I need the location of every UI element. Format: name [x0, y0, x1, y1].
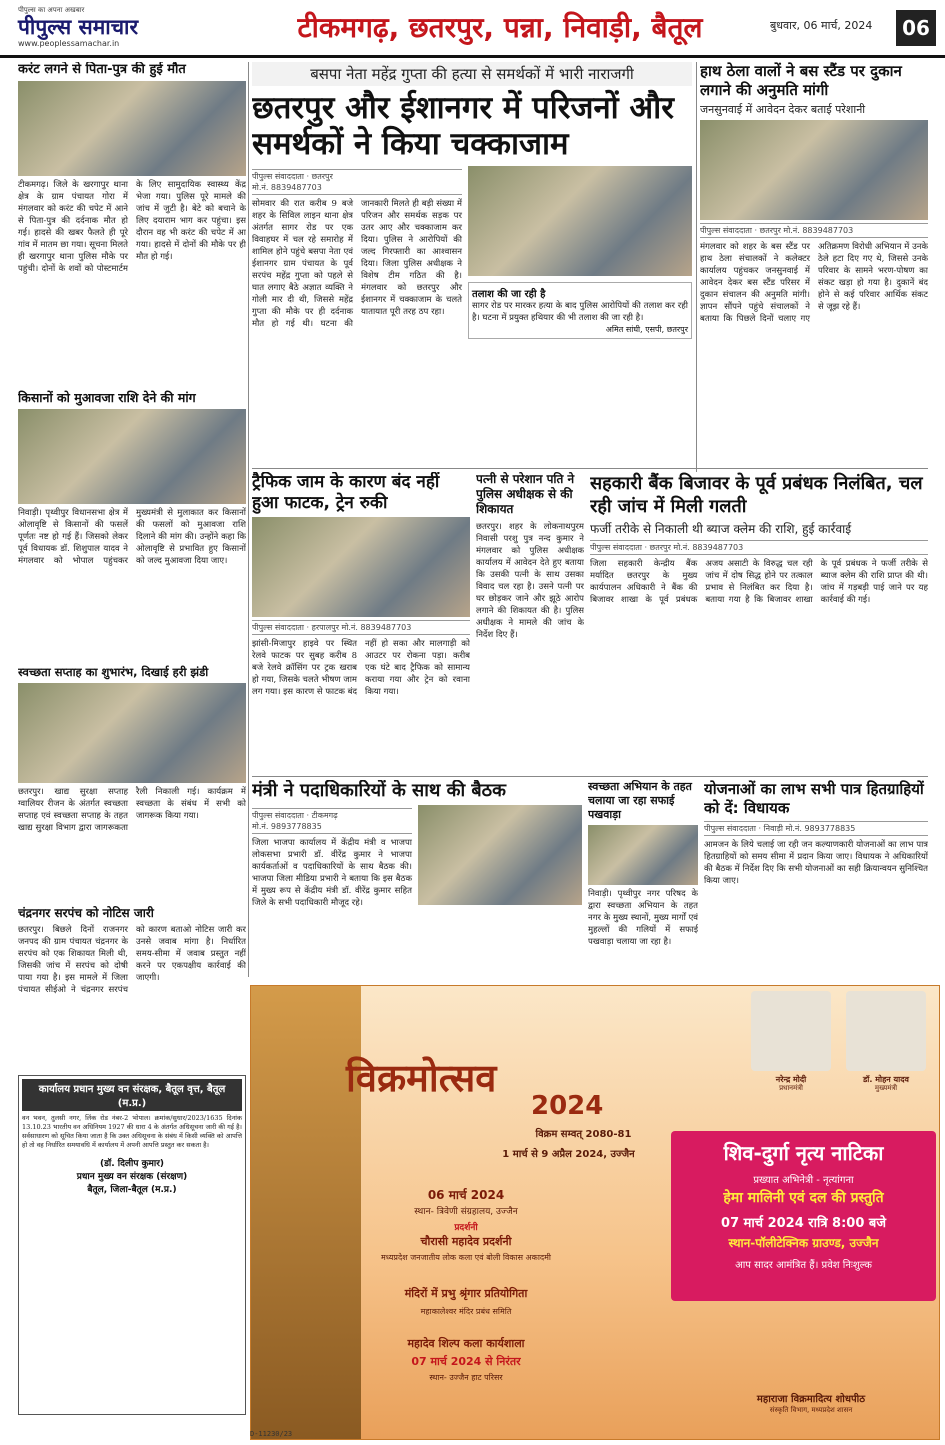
story-headline: स्वच्छता सप्ताह का शुभारंभ, दिखाई हरी झंडी	[18, 665, 209, 679]
row-rule	[252, 776, 928, 777]
story-sarpanch-notice	[18, 905, 246, 1070]
ad-samvat: विक्रम सम्वत् 2080-81	[535, 1129, 632, 1140]
show-sub: प्रख्यात अभिनेत्री - नृत्यांगना	[753, 1175, 854, 1186]
story-photo	[18, 683, 246, 783]
story-byline: पीपुल्स संवाददाता · छतरपुर मो.नं. 8839487703	[700, 223, 928, 238]
event1-name: चौरासी महादेव प्रदर्शनी	[420, 1235, 512, 1248]
story-byline: पीपुल्स संवाददाता · छतरपुर मो.नं. 8839487703	[590, 540, 928, 555]
event3-name: महादेव शिल्प कला कार्यशाला	[407, 1337, 525, 1350]
story-bank-manager	[590, 472, 928, 742]
leader1-title: प्रधानमंत्री	[779, 1084, 803, 1092]
story-headline: किसानों को मुआवजा राशि देने की मांग	[18, 390, 196, 405]
aside-sign: अमित सांघी, एसपी, छतरपुर	[605, 325, 688, 334]
story-byline: पीपुल्स संवाददाता · निवाड़ी मो.नं. 9893778835	[704, 821, 928, 836]
story-photo	[700, 120, 928, 220]
story-body: आमजन के लिये चलाई जा रही जन कल्याणकारी योजनाओं का लाभ पात्र हितग्राहियों को समय सीमा में प्रदान किया जाए। विधायक ने अधिकारियों की बैठक में निर्देश दिए कि सभी योजनाओं का सही क्रियान्वयन सुनिश्चित किया जाए।	[704, 840, 928, 886]
column-rule	[248, 62, 249, 977]
story-husband-complaint	[476, 472, 584, 772]
row-rule	[252, 468, 928, 469]
story-body: जिला सहकारी केन्द्रीय बैंक मर्यादित छतरपुर के मुख्य कार्यपालन अधिकारी ने बैंक की बिजावर शाखा के पूर्व प्रबंधक अजय असाटी के विरुद्ध चल रही जांच में दोष सिद्ध होने पर तत्काल प्रभाव से निलंबित कर दिया है। बताया गया है कि बिजावर शाखा के पूर्व प्रबंधक ने फर्जी तरीके से ब्याज क्लेम की राशि प्राप्त की थी। जांच में गड़बड़ी पाई जाने पर यह कार्रवाई की गई।	[590, 559, 928, 605]
brand	[18, 6, 188, 48]
story-headline: मंत्री ने पदाधिकारियों के साथ की बैठक	[252, 780, 506, 801]
story-photo	[588, 825, 698, 885]
notice-title: कार्यालय प्रधान मुख्य वन संरक्षक, बैतूल वृत्त, बैतूल (म.प्र.)	[22, 1079, 242, 1111]
story-current-death	[18, 62, 246, 382]
story-cleanliness-drive	[588, 780, 698, 980]
event1-date: 06 मार्च 2024	[427, 1188, 505, 1202]
show-box	[671, 1131, 936, 1301]
ad-org-sub: संस्कृति विभाग, मध्यप्रदेश शासन	[769, 1406, 853, 1414]
story-sub: जनसुनवाई में आवेदन देकर बताई परेशानी	[700, 103, 866, 116]
story-photo	[418, 805, 582, 905]
column-rule	[696, 62, 697, 472]
ad-dates: 1 मार्च से 9 अप्रैल 2024, उज्जैन	[502, 1149, 635, 1160]
story-minister-meeting	[252, 780, 582, 980]
story-headline: स्वच्छता अभियान के तहत चलाया जा रहा सफाई पखवाड़ा	[588, 780, 692, 821]
leader1-name: नरेन्द्र मोदी	[775, 1075, 807, 1084]
ad-code: D-11230/23	[250, 1430, 293, 1438]
story-body: मंगलवार को शहर के बस स्टैंड पर हाथ ठेला संचालकों ने कलेक्टर कार्यालय पहुंचकर जनसुनवाई में आवेदन देकर बस स्टैंड परिसर में दुकान संचालन की अनुमति मांगी। ज्ञापन सौंपने पहुंचे संचालकों ने बताया कि पिछले दिनों चलाए गए अतिक्रमण विरोधी अभियान में उनके ठेले हटा दिए गए थे, जिससे उनके परिवार के सामने भरण-पोषण का संकट खड़ा हो गया है। दुकानें बंद होने से कई परिवार आर्थिक संकट से जूझ रहे हैं।	[700, 242, 928, 324]
story-byline: पीपुल्स संवाददाता · टीकमगढ़ मो.नं. 9893778835	[252, 808, 412, 834]
leader2-name: डॉ. मोहन यादव	[863, 1075, 909, 1084]
story-farmers	[18, 390, 246, 660]
lead-byline: पीपुल्स संवाददाता · छतरपुर मो.नं. 8839487703	[252, 169, 462, 195]
event1-label: प्रदर्शनी	[454, 1223, 478, 1233]
event2-org: महाकालेश्वर मंदिर प्रबंध समिति	[420, 1307, 512, 1316]
story-sub: फर्जी तरीके से निकाली थी ब्याज क्लेम की राशि, हुई कार्रवाई	[590, 522, 852, 536]
lead-aside	[468, 282, 692, 339]
story-traffic-jam	[252, 472, 470, 772]
aside-body: सागर रोड पर मारकर हत्या के बाद पुलिस आरोपियों की तलाश कर रही है। घटना में प्रयुक्त हथियार की भी तलाश की जा रही है।	[472, 301, 688, 323]
show-artist: हेमा मालिनी एवं दल की प्रस्तुति	[723, 1190, 884, 1206]
story-photo	[18, 409, 246, 504]
lead-headline: छतरपुर और ईशानगर में परिजनों और समर्थकों ने किया चक्काजाम	[252, 90, 674, 162]
leader2-photo	[846, 991, 926, 1071]
lead-body: सोमवार की रात करीब 9 बजे शहर के सिविल लाइन थाना क्षेत्र अंतर्गत सागर रोड पर एक विवाहघर में चल रहे समारोह में शामिल होने पहुंचे बसपा नेता एवं ईशानगर ग्राम पंचायत के पूर्व सरपंच महेंद्र गुप्ता को पहले से घात लगाए बैठे अज्ञात व्यक्ति ने गोली मार दी थी, जिससे महेंद्र गुप्ता की मौके पर ही दर्दनाक मौत हो गई थी। घटना की जानकारी मिलते ही बड़ी संख्या में परिजन और समर्थक सड़क पर उतर आए और चक्काजाम कर दिया। पुलिस ने आरोपियों की जल्द गिरफ्तारी का आश्वासन दिया। जिला पुलिस अधीक्षक ने विशेष टीम गठित की है। मंगलवार को छतरपुर और ईशानगर में चक्काजाम के चलते यातायात पूरी तरह ठप रहा।	[252, 199, 462, 329]
masthead	[0, 0, 945, 58]
event2-name: मंदिरों में प्रभु श्रृंगार प्रतियोगिता	[404, 1287, 528, 1300]
story-body: जिला भाजपा कार्यालय में केंद्रीय मंत्री व भाजपा लोकसभा प्रभारी डॉ. वीरेंद्र कुमार ने भाजपा कार्यकर्ताओं व पदाधिकारियों के साथ बैठक की। भाजपा जिला मीडिया प्रभारी ने बताया कि इस बैठक में मुख्य रूप से केंद्रीय मंत्री डॉ. वीरेंद्र कुमार सहित जिले के सभी पदाधिकारी मौजूद रहे।	[252, 838, 412, 908]
ad-org-name: महाराजा विक्रमादित्य शोधपीठ	[756, 1394, 866, 1405]
forest-notice	[18, 1075, 246, 1415]
story-headline: हाथ ठेला वालों ने बस स्टैंड पर दुकान लगाने की अनुमति मांगी	[700, 62, 902, 99]
story-photo	[18, 81, 246, 176]
story-schemes	[704, 780, 928, 980]
story-headline: सहकारी बैंक बिजावर के पूर्व प्रबंधक निलंबित, चल रही जांच में मिली गलती	[590, 473, 923, 517]
story-byline: पीपुल्स संवाददाता · हरपालपुर मो.नं. 8839487703	[252, 620, 470, 635]
story-headline: ट्रैफिक जाम के कारण बंद नहीं हुआ फाटक, ट्रेन रुकी	[252, 472, 440, 513]
leader1-photo	[751, 991, 831, 1071]
notice-signature: (डॉ. दिलीप कुमार) प्रधान मुख्य वन संरक्षक (संरक्षण) बैतूल, जिला-बैतूल (म.प्र.)	[76, 1159, 188, 1195]
story-headline: योजनाओं का लाभ सभी पात्र हितग्राहियों को दें: विधायक	[704, 780, 924, 817]
brand-url[interactable]: www.peoplessamachar.in	[18, 39, 120, 48]
show-time: 07 मार्च 2024 रात्रि 8:00 बजे	[721, 1216, 886, 1231]
leader2-title: मुख्यमंत्री	[874, 1084, 898, 1092]
brand-tagline: पीपुल्स का अपना अखबार	[18, 6, 85, 14]
story-cleanliness-week	[18, 665, 246, 900]
show-venue: स्थान-पॉलीटेक्निक ग्राउण्ड, उज्जैन	[728, 1236, 879, 1250]
ad-title: विक्रमोत्सव	[346, 1056, 497, 1100]
story-body: निवाड़ी। पृथ्वीपुर विधानसभा क्षेत्र में ओलावृष्टि से किसानों की फसलें पूर्णतः नष्ट हो गई हैं। जिसको लेकर पूर्व विधायक डॉ. शिशुपाल यादव ने मंगलवार को भोपाल पहुंचकर मुख्यमंत्री से मुलाकात कर किसानों की फसलों को मुआवजा राशि दिलाने की मांग की। उन्होंने कहा कि ओलावृष्टि से प्रभावित हुए किसानों को जल्द मुआवजा दिया जाए।	[18, 508, 246, 566]
notice-body: वन भवन, तुलसी नगर, लिंक रोड नंबर-2 भोपाल। क्रमांक/सुधार/2023/1635 दिनांक 13.10.23 भारतीय वन अधिनियम 1927 की धारा 4 के अंतर्गत अधिसूचना जारी की गई है। सर्वसाधारण को सूचित किया जाता है कि उक्त अधिसूचना के संबंध में किसी व्यक्ति को आपत्ति हो तो वह निर्धारित समयावधि में कार्यालय में अपनी आपत्ति प्रस्तुत कर सकता है।	[22, 1114, 242, 1149]
event1-org: मध्यप्रदेश जनजातीय लोक कला एवं बोली विकास अकादमी	[381, 1253, 551, 1262]
lead-kicker: बसपा नेता महेंद्र गुप्ता की हत्या से समर्थकों में भारी नाराजगी	[252, 62, 692, 86]
brand-name: पीपुल्स समाचार	[18, 15, 139, 39]
story-body: झांसी-मिजापुर हाइवे पर स्थित रेलवे फाटक पर सुबह करीब 8 बजे रेलवे क्रॉसिंग पर ट्रक खराब हो गया, जिसके चलते भीषण जाम लग गया। इस कारण से फाटक बंद नहीं हो सका और मालगाड़ी को आउटर पर रोकना पड़ा। करीब एक घंटे बाद ट्रैफिक को सामान्य कराया गया और ट्रेन को रवाना किया गया।	[252, 639, 470, 697]
event3-date: 07 मार्च 2024 से निरंतर	[411, 1355, 521, 1368]
vikramotsav-ad	[250, 985, 940, 1440]
story-body: छतरपुर। शहर के लोकनाथपुरम निवासी परशु पुत्र नन्द कुमार ने मंगलवार को पुलिस अधीक्षक कार्यालय में आवेदन देते हुए बताया कि उसकी पत्नी के साथ उसका विवाद चल रहा है। उसने पत्नी पर घर छोड़कर जाने और झूठे आरोप लगाने की शिकायत की है। पुलिस अधीक्षक ने मामले की जांच के निर्देश दिए हैं।	[476, 522, 584, 640]
story-body: छतरपुर। खाद्य सुरक्षा सप्ताह ग्वालियर रीजन के अंतर्गत स्वच्छता सप्ताह एवं स्वच्छता सप्ताह के तहत खाद्य सुरक्षा विभाग द्वारा जागरूकता रैली निकाली गई। कार्यक्रम में स्वच्छता के संबंध में सभी को जागरूक किया गया।	[18, 787, 246, 833]
event3-venue: स्थान- उज्जैन हाट परिसर	[429, 1373, 503, 1382]
lead-photo	[468, 166, 692, 276]
lead-story	[252, 62, 692, 482]
story-headline: चंद्रनगर सरपंच को नोटिस जारी	[18, 906, 154, 920]
story-body: छतरपुर। बिछले दिनों राजनगर जनपद की ग्राम पंचायत चंद्रनगर के सरपंच को एक शिकायत मिली थी, जिसकी जांच में सरपंच को दोषी पाया गया है। इस मामले में जिला पंचायत सीईओ ने चंद्रनगर सरपंच को कारण बताओ नोटिस जारी कर उनसे जवाब मांगा है। निर्धारित समय-सीमा में जवाब प्रस्तुत नहीं करने पर एकपक्षीय कार्रवाई की जाएगी।	[18, 925, 246, 995]
story-headline: पत्नी से परेशान पति ने पुलिस अधीक्षक से की शिकायत	[476, 472, 575, 516]
story-body: टीकमगढ़। जिले के खरगापुर थाना क्षेत्र के ग्राम पंचायत गोरा में मंगलवार को करंट की चपेट में आने से पिता-पुत्र की दर्दनाक मौत हो गई। हादसे की खबर फैलते ही पूरे गांव में मातम छा गया। सूचना मिलते ही खरगापुर थाना पुलिस मौके पर पहुंची। दोनों के शवों को पोस्टमार्टम के लिए सामुदायिक स्वास्थ्य केंद्र भेजा गया। पुलिस पूरे मामले की जांच में जुटी है। बेटे को बचाने के लिए दयाराम भाग कर पहुंचा। इस दौरान वह भी करंट की चपेट में आ गया। हादसे में दोनों की मौके पर ही मौत हो गई।	[18, 180, 246, 274]
show-invite: आप सादर आमंत्रित हैं। प्रवेश निःशुल्क	[735, 1260, 872, 1271]
region-title: टीकमगढ़, छतरपुर, पन्ना, निवाड़ी, बैतूल	[200, 4, 800, 50]
story-photo	[252, 517, 470, 617]
dateline: बुधवार, 06 मार्च, 2024	[770, 19, 873, 32]
event1-venue: स्थान- त्रिवेणी संग्रहालय, उज्जैन	[414, 1207, 518, 1217]
story-headline: करंट लगने से पिता-पुत्र की हुई मौत	[18, 62, 186, 77]
aside-title: तलाश की जा रही है	[472, 289, 546, 300]
warrior-illustration	[251, 986, 361, 1440]
story-body: निवाड़ी। पृथ्वीपुर नगर परिषद के द्वारा स्वच्छता अभियान के तहत नगर के मुख्य स्थानों, मुख्य मार्गों एवं मुहल्लों की गलियों में सफाई पखवाड़ा चलाया जा रहा है।	[588, 889, 698, 947]
story-handcart	[700, 62, 928, 472]
page-number: 06	[896, 10, 936, 46]
ad-year: 2024	[531, 1091, 604, 1121]
show-title: शिव-दुर्गा नृत्य नाटिका	[723, 1141, 884, 1165]
